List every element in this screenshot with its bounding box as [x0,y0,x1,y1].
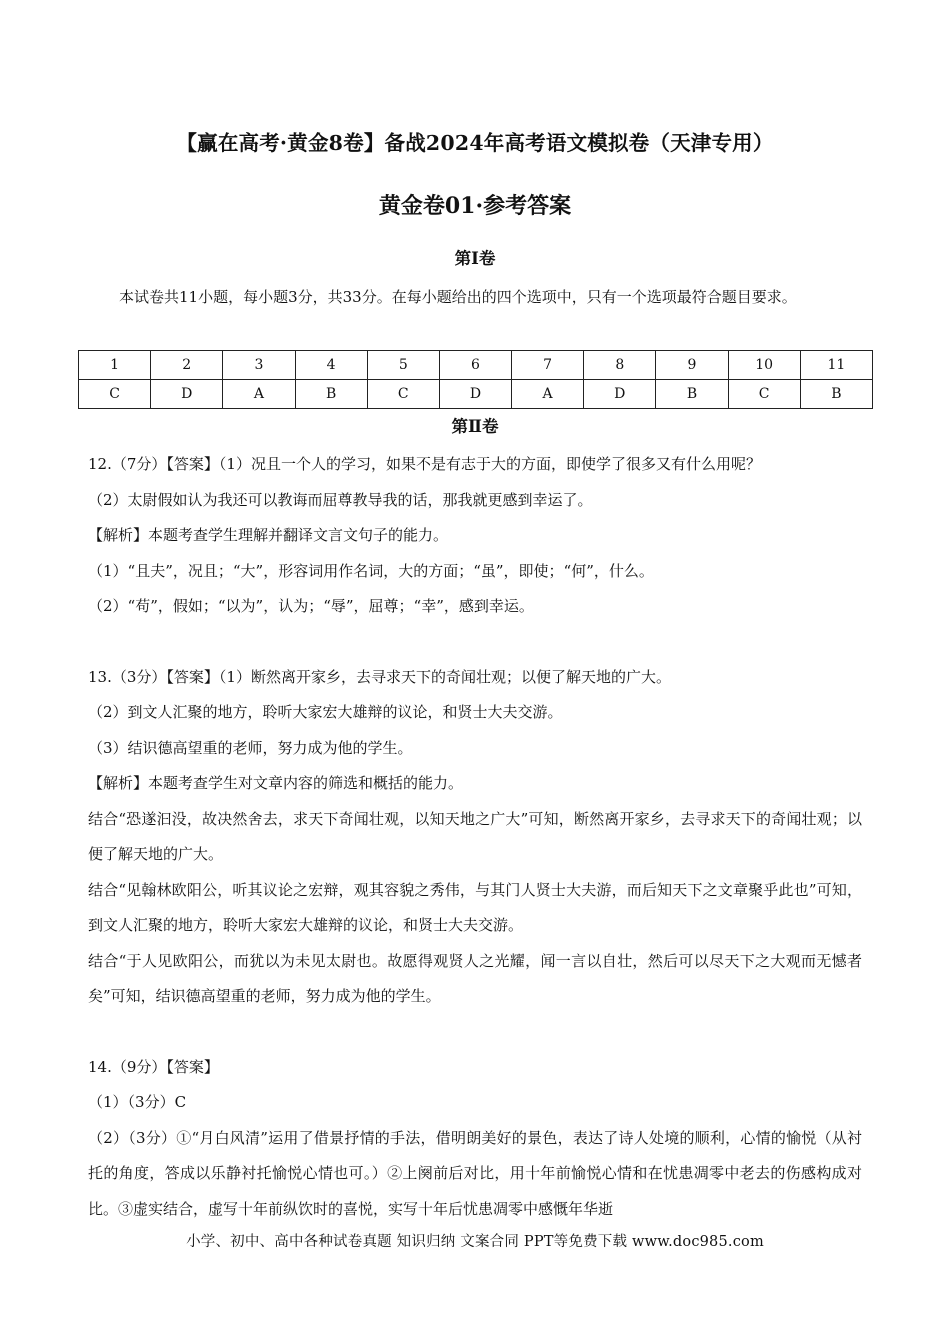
section-2-heading: 第Ⅱ卷 [451,417,499,436]
answer-line: （3）结识德高望重的老师，努力成为他的学生。 [88,738,413,757]
answer-line: 12.（7分）【答案】（1）况且一个人的学习，如果不是有志于大的方面，即使学了很多又有什么用呢？ [88,455,761,473]
answer-line: 13.（3分）【答案】（1）断然离开家乡，去寻求天下的奇闻壮观；以便了解天地的广大。 [88,667,671,686]
section-1-intro: 本试卷共11小题，每小题3分，共33分。在每小题给出的四个选项中，只有一个选项最符合题目要求。 [119,288,797,306]
question-number: 3 [223,351,295,380]
answer-line: （1）（3分）C [88,1093,187,1111]
question-number: 11 [800,351,872,380]
answer-table [78,350,873,409]
question-number: 9 [656,351,728,380]
question-number: 5 [367,351,439,380]
analysis-paragraph: 结合“恐遂汩没，故决然舍去，求天下奇闻壮观，以知天地之广大”可知，断然离开家乡，去寻求天下的奇闻壮观；以便了解天地的广大。 [88,809,862,863]
section-2-content [88,447,862,1227]
question-number: 8 [584,351,656,380]
answer-letter: B [295,380,367,409]
answer-letter: A [512,380,584,409]
analysis-line: 【解析】本题考查学生对文章内容的筛选和概括的能力。 [88,774,464,792]
answer-table-number-row [79,351,873,380]
answer-letter: D [439,380,511,409]
question-14 [88,1050,862,1228]
answer-paragraph: （2）（3分）①“月白风清”运用了借景抒情的手法，借明朗美好的景色，表达了诗人处境的顺利，心情的愉悦（从衬托的角度，答成以乐静衬托愉悦心情也可。）②上阕前后对比，用十年前愉悦心情和在忧患凋零中老去的伤感构成对比。③虚实结合，虚写十年前纵饮时的喜悦，实写十年后忧患凋零中感慨年华逝 [88,1128,862,1218]
question-number: 2 [151,351,223,380]
analysis-line: （2）“苟”，假如；“以为”，认为；“辱”，屈尊；“幸”，感到幸运。 [88,597,534,615]
answer-line: （2）到文人汇聚的地方，聆听大家宏大雄辩的议论，和贤士大夫交游。 [88,703,563,721]
document-title: 【赢在高考·黄金8卷】备战2024年高考语文模拟卷（天津专用） [176,131,774,155]
answer-letter: B [656,380,728,409]
answer-letter: D [584,380,656,409]
analysis-line: （1）“且夫”，况且；“大”，形容词用作名词，大的方面；“虽”，即使；“何”，什么。 [88,561,654,580]
answer-line: （2）太尉假如认为我还可以教诲而屈尊教导我的话，那我就更感到幸运了。 [88,490,593,509]
answer-letter: C [728,380,800,409]
analysis-line: 【解析】本题考查学生理解并翻译文言文句子的能力。 [88,526,449,544]
question-number: 4 [295,351,367,380]
question-number: 6 [439,351,511,380]
answer-letter: B [800,380,872,409]
analysis-paragraph: 结合“于人见欧阳公，而犹以为未见太尉也。故愿得观贤人之光耀，闻一言以自壮，然后可以尽天下之大观而无憾者矣”可知，结识德高望重的老师，努力成为他的学生。 [88,951,862,1005]
question-12 [88,447,862,625]
page-footer: 小学、初中、高中各种试卷真题 知识归纳 文案合同 PPT等免费下载 www.doc985.com [186,1234,764,1250]
answer-table-answer-row [79,380,873,409]
answer-letter: A [223,380,295,409]
answer-letter: C [367,380,439,409]
question-13 [88,660,862,1015]
section-1-heading: 第Ⅰ卷 [454,249,496,268]
answer-letter: D [151,380,223,409]
answer-letter: C [79,380,151,409]
question-number: 10 [728,351,800,380]
analysis-paragraph: 结合“见翰林欧阳公，听其议论之宏辩，观其容貌之秀伟，与其门人贤士大夫游，而后知天下之文章聚乎此也”可知，到文人汇聚的地方，聆听大家宏大雄辩的议论，和贤士大夫交游。 [88,880,862,934]
answer-line: 14.（9分）【答案】 [88,1057,219,1076]
document-subtitle: 黄金卷01·参考答案 [378,193,572,219]
question-number: 7 [512,351,584,380]
question-number: 1 [79,351,151,380]
